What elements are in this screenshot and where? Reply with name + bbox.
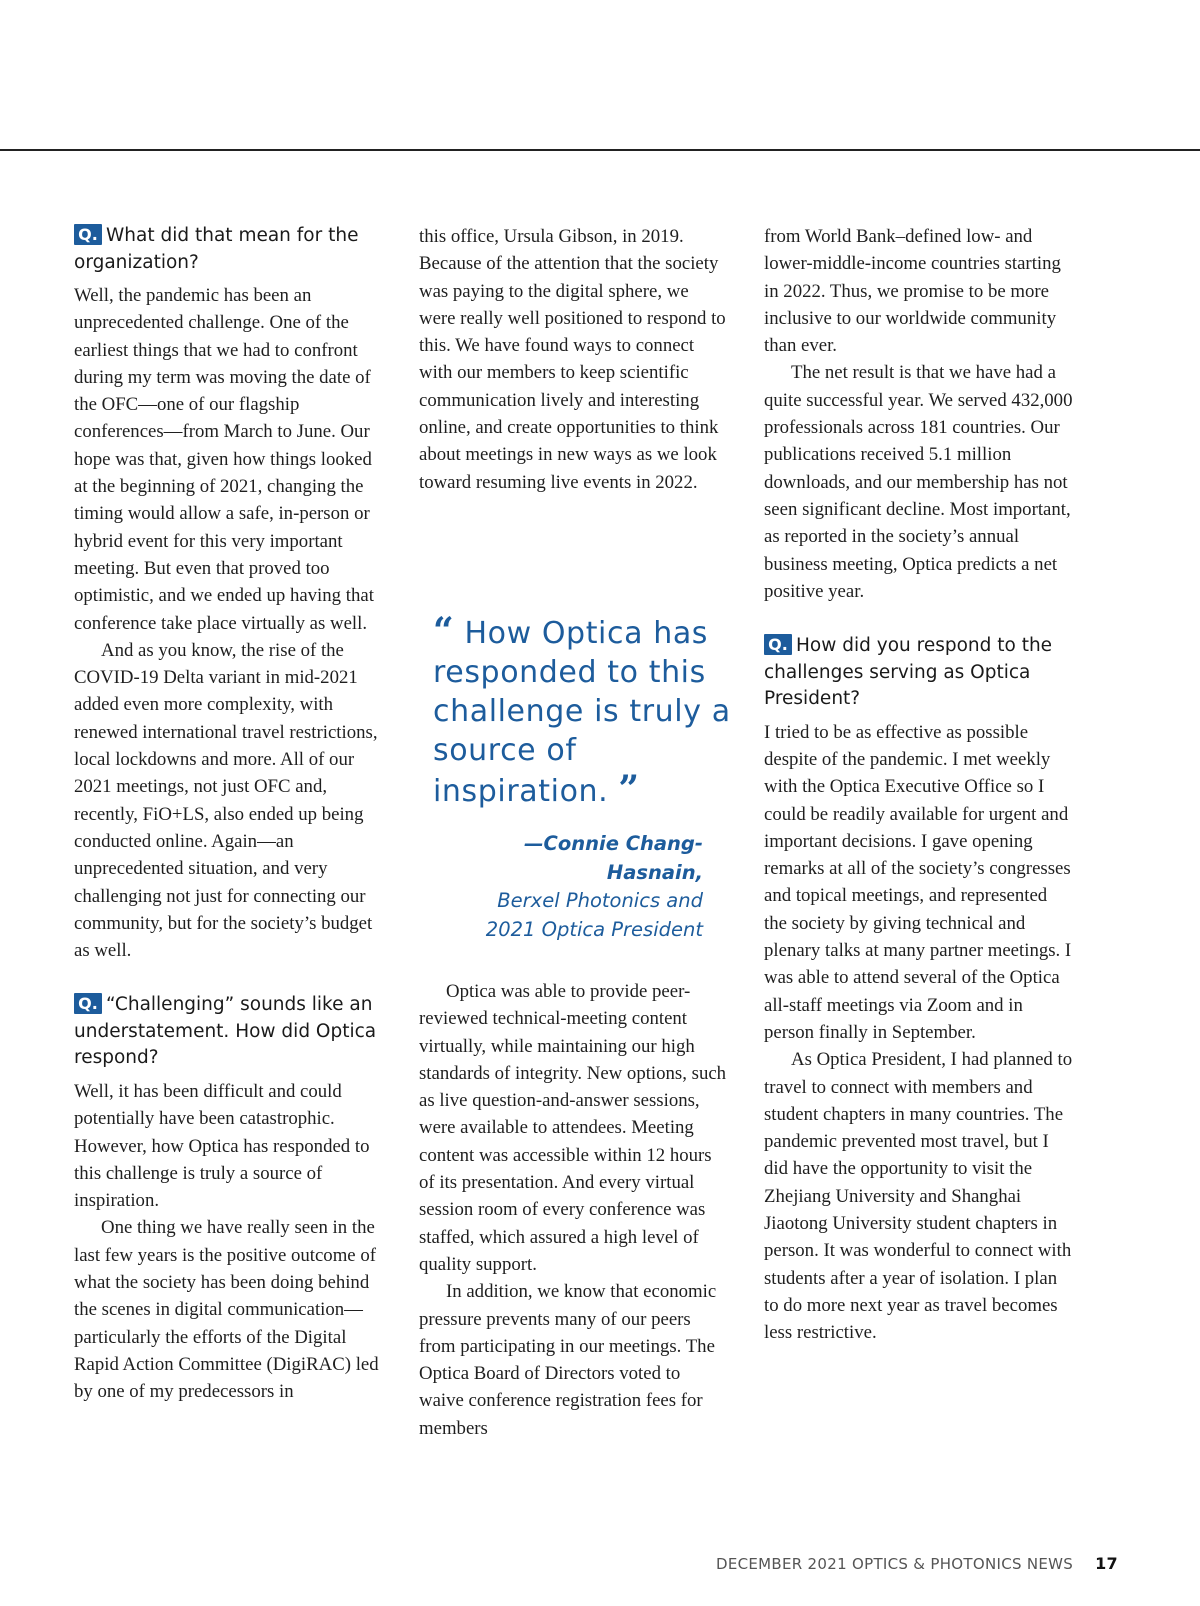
- pull-quote: [433, 612, 733, 811]
- q-badge-icon: Q.: [764, 634, 792, 655]
- close-quote-icon: ”: [618, 768, 640, 810]
- header-rule: [0, 149, 1200, 151]
- paragraph: And as you know, the rise of the COVID-19 Delta variant in mid-2021 added even more complexity, with renewed international travel restrictions, local lockdowns and more. All of our 2021 meetings, not just OFC and, recently, FiO+LS, also ended up being conducted online. Again—an unprecedented situation, and very challenging not just for connecting our community, but for the society’s budget as well.: [74, 639, 378, 962]
- answer-2-continued: [419, 223, 729, 496]
- answer-3: [764, 719, 1074, 1347]
- paragraph: Well, it has been difficult and could potentially have been catastrophic. However, how Optica has responded to this challenge is truly a source of inspiration.: [74, 1080, 370, 1212]
- attribution-affiliation: Berxel Photonics and: [497, 889, 703, 912]
- column-1: [74, 223, 390, 1405]
- paragraph: As Optica President, I had planned to travel to connect with members and student chapters in many countries. The pandemic prevented most travel, but I did have the opportunity to visit the Zhejiang University and Shanghai Jiaotong University student chapters in person. It was wonderful to connect with students after a year of isolation. I plan to do more next year as travel becomes less restrictive.: [764, 1049, 1073, 1344]
- q-badge-icon: Q.: [74, 993, 102, 1014]
- pull-quote-attribution: [433, 830, 703, 944]
- answer-2-end: [764, 223, 1074, 605]
- column-2: [419, 223, 729, 496]
- attribution-title: 2021 Optica President: [485, 917, 703, 941]
- page-number: 17: [1095, 1554, 1118, 1573]
- paragraph: Well, the pandemic has been an unprecedented challenge. One of the earliest things that we had to confront during my term was moving the date of the OFC—one of our flagship conferences—from March to June. Our hope was that, given how things looked at the beginning of 2021, changing the timing would allow a safe, in-person or hybrid event for this very important meeting. But even that proved too optimistic, and we ended up having that conference take place virtually as well.: [74, 285, 374, 634]
- answer-2: [74, 1078, 390, 1406]
- publication-info: DECEMBER 2021 OPTICS & PHOTONICS NEWS: [715, 1555, 1074, 1573]
- question-heading-2: [74, 992, 390, 1072]
- paragraph: I tried to be as effective as possible despite of the pandemic. I met weekly with the Optica Executive Office so I could be readily available for urgent and important decisions. I gave opening remarks at all of the society’s congresses and topical meetings, and represented the society by giving technical and plenary talks at many partner meetings. I was able to attend several of the Optica all-staff meetings via Zoom and in person finally in September.: [764, 721, 1072, 1043]
- paragraph: from World Bank–defined low- and lower-middle-income countries starting in 2022. Thus, we promise to be more inclusive to our worldwide community than ever.: [764, 226, 1061, 357]
- question-3-text: How did you respond to the challenges serving as Optica President?: [764, 635, 1053, 710]
- column-2-lower: [419, 978, 729, 1442]
- attribution-name: —Connie Chang-Hasnain,: [524, 832, 703, 884]
- page-footer: [716, 1554, 1118, 1573]
- answer-1: [74, 282, 390, 964]
- paragraph: One thing we have really seen in the last few years is the positive outcome of what the society has been doing behind the scenes in digital communication—particularly the efforts of the Digital Rapid Action Committee (DigiRAC) led by one of my predecessors in: [74, 1217, 379, 1403]
- pull-quote-text: How Optica has responded to this challenge is truly a source of inspiration.: [433, 616, 731, 809]
- question-heading-1: [74, 223, 390, 276]
- paragraph: this office, Ursula Gibson, in 2019. Because of the attention that the society was paying to the digital sphere, we were really well positioned to respond to this. We have found ways to connect with our members to keep scientific communication lively and interesting online, and create opportunities to think about meetings in new ways as we look toward resuming live events in 2022.: [419, 226, 726, 493]
- question-heading-3: [764, 633, 1074, 713]
- paragraph: Optica was able to provide peer-reviewed technical-meeting content virtually, while maintaining our high standards of integrity. New options, such as live question-and-answer sessions, were available to attendees. Meeting content was accessible within 12 hours of its presentation. And every virtual session room of every conference was staffed, which assured a high level of quality support.: [419, 981, 727, 1275]
- q-badge-icon: Q.: [74, 224, 102, 245]
- column-2-lower-text: [419, 978, 729, 1442]
- question-2-text: “Challenging” sounds like an understatement. How did Optica respond?: [74, 994, 377, 1069]
- question-1-text: What did that mean for the organization?: [74, 225, 359, 273]
- paragraph: In addition, we know that economic pressure prevents many of our peers from participating in our meetings. The Optica Board of Directors voted to waive conference registration fees for members: [419, 1281, 717, 1439]
- open-quote-icon: “: [433, 610, 455, 652]
- column-3: [764, 223, 1074, 1346]
- paragraph: The net result is that we have had a quite successful year. We served 432,000 professionals across 181 countries. Our publications received 5.1 million downloads, and our membership has not seen significant decline. Most important, as reported in the society’s annual business meeting, Optica predicts a net positive year.: [764, 362, 1073, 602]
